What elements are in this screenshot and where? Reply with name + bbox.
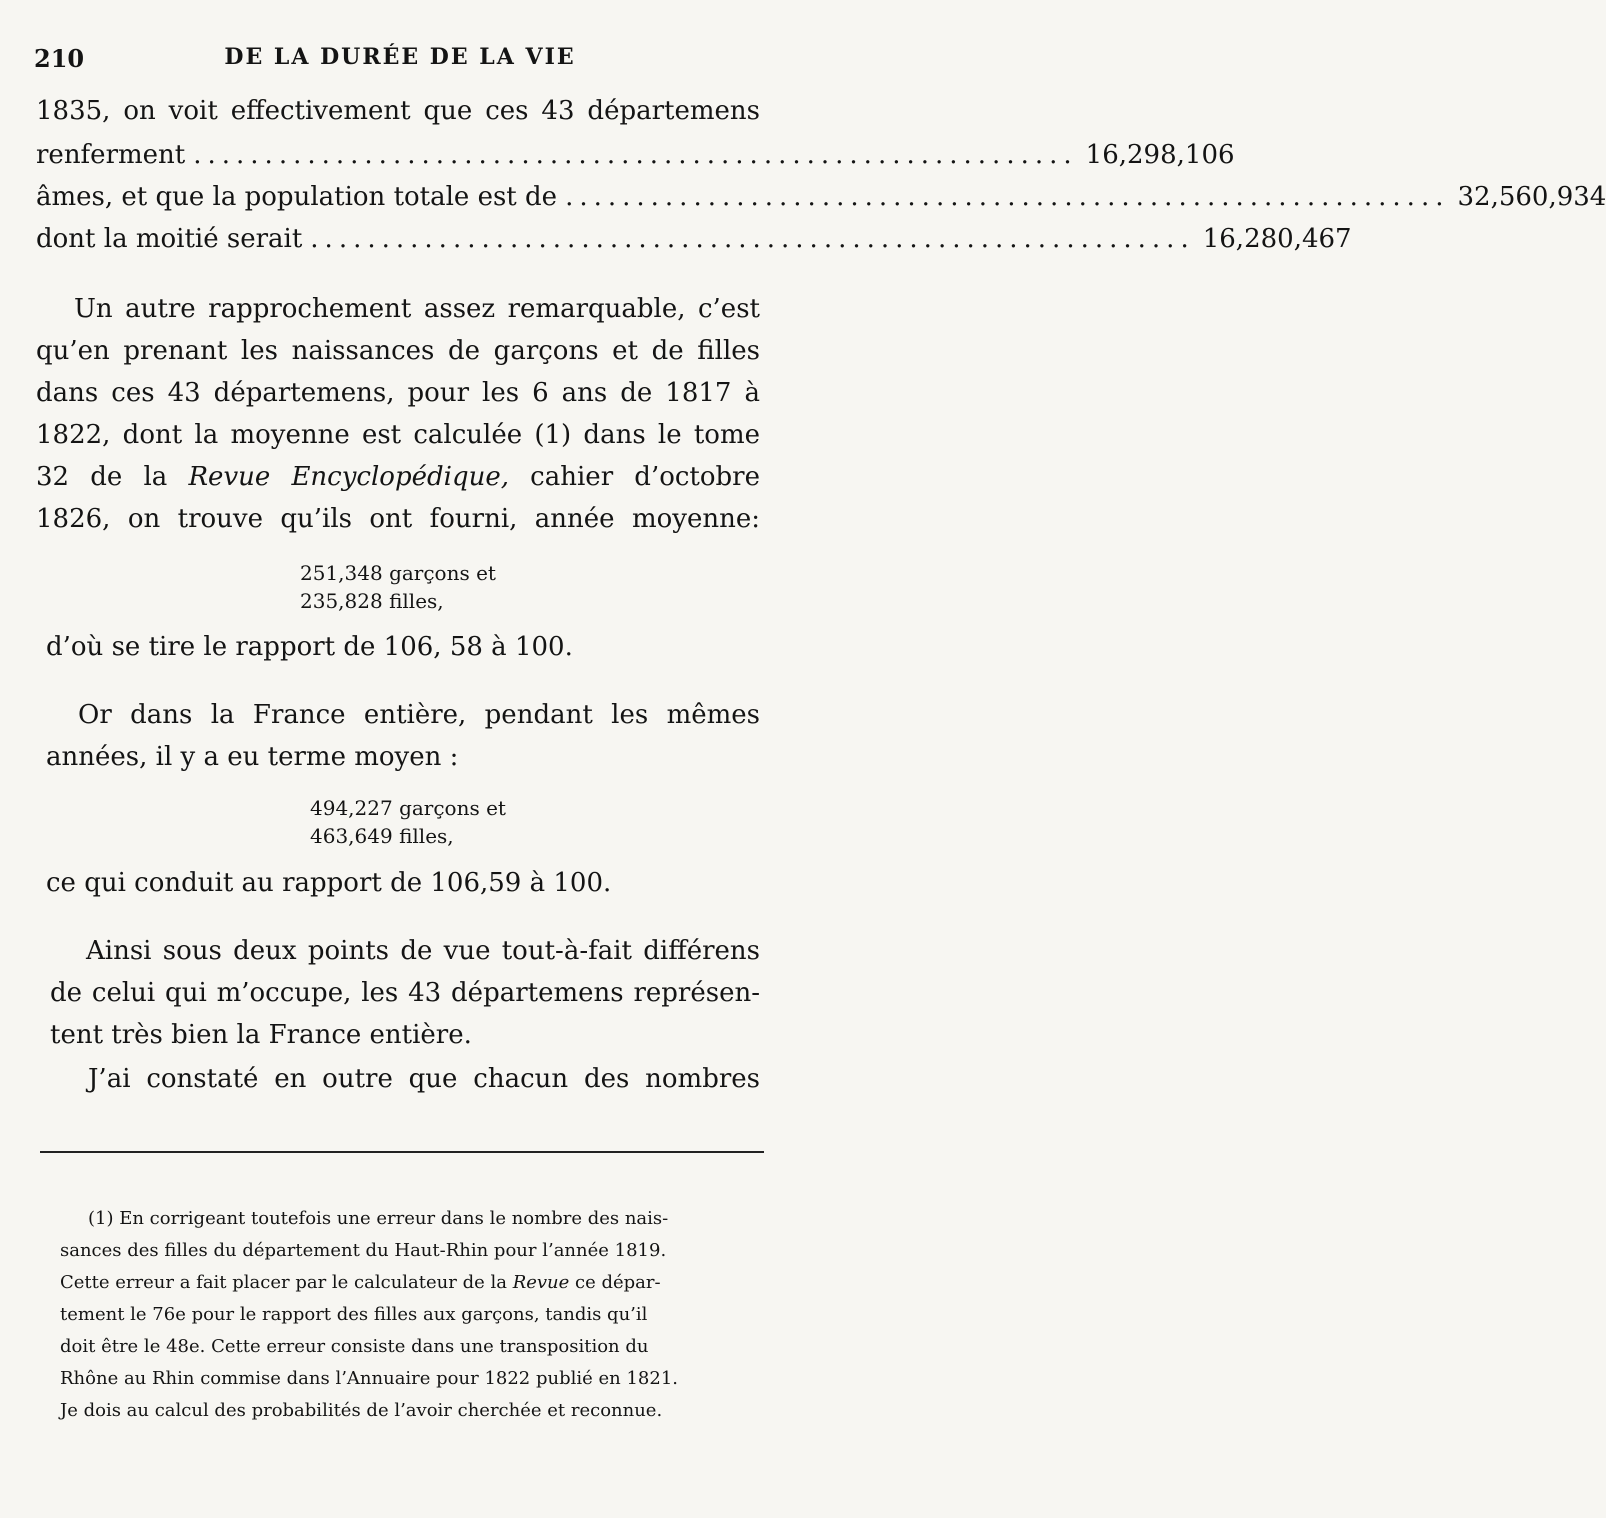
text-line: Ainsi sous deux points de vue tout-à-fait différens bbox=[86, 936, 760, 966]
footnote-rule bbox=[40, 1151, 764, 1153]
footnote-line: tement le 76e pour le rapport des filles aux garçons, tandis qu’il bbox=[60, 1304, 648, 1325]
text-line: J’ai constaté en outre que chacun des nombres bbox=[88, 1064, 760, 1094]
text-segment: cahier d’octobre bbox=[509, 462, 760, 492]
row-label: renferment bbox=[36, 140, 186, 170]
text-segment: 32 de la bbox=[36, 462, 189, 492]
text-segment: ce dépar- bbox=[569, 1272, 661, 1293]
text-line: 1835, on voit effectivement que ces 43 départemens bbox=[36, 96, 760, 126]
text-line: qu’en prenant les naissances de garçons et de filles bbox=[36, 336, 760, 366]
text-line: tent très bien la France entière. bbox=[50, 1020, 472, 1050]
footnote-line: Rhône au Rhin commise dans l’Annuaire pour 1822 publié en 1821. bbox=[60, 1368, 678, 1389]
row-value: 16,280,467 bbox=[1202, 224, 1352, 254]
footnote-line: Je dois au calcul des probabilités de l’avoir cherchée et reconnue. bbox=[60, 1400, 663, 1421]
row-label: âmes, et que la population totale est de bbox=[36, 182, 558, 212]
text-line: 1822, dont la moyenne est calculée (1) dans le tome bbox=[36, 420, 760, 450]
figure-line: 494,227 garçons et bbox=[310, 796, 506, 820]
footnote-line bbox=[60, 1272, 760, 1294]
leader-row bbox=[36, 140, 1235, 170]
text-line: d’où se tire le rapport de 106, 58 à 100. bbox=[46, 632, 573, 662]
text-line: années, il y a eu terme moyen : bbox=[46, 742, 459, 772]
journal-title: Revue Encyclopédique, bbox=[188, 462, 509, 492]
text-line: dans ces 43 départemens, pour les 6 ans de 1817 à bbox=[36, 378, 760, 408]
running-title: DE LA DURÉE DE LA VIE bbox=[224, 44, 576, 70]
text-line: Or dans la France entière, pendant les mêmes bbox=[78, 700, 760, 730]
footnote-line: doit être le 48e. Cette erreur consiste dans une transposition du bbox=[60, 1336, 649, 1357]
text-line bbox=[36, 462, 760, 492]
page-number: 210 bbox=[34, 44, 85, 73]
row-value: 32,560,934 bbox=[1457, 182, 1606, 212]
leader-row bbox=[36, 224, 1352, 254]
dot-leader: .............................................................. bbox=[310, 224, 1195, 254]
text-line: de celui qui m’occupe, les 43 départemens représen- bbox=[50, 978, 760, 1008]
row-value: 16,298,106 bbox=[1085, 140, 1235, 170]
dot-leader: .............................................................. bbox=[565, 182, 1450, 212]
text-line: Un autre rapprochement assez remarquable, c’est bbox=[74, 294, 760, 324]
text-segment: Cette erreur a fait placer par le calculateur de la bbox=[60, 1272, 513, 1293]
figure-line: 235,828 filles, bbox=[300, 589, 444, 613]
text-line: ce qui conduit au rapport de 106,59 à 100. bbox=[46, 868, 612, 898]
leader-row bbox=[36, 182, 1606, 212]
dot-leader: .............................................................. bbox=[193, 140, 1078, 170]
figure-line: 251,348 garçons et bbox=[300, 561, 496, 585]
footnote-line: (1) En corrigeant toutefois une erreur dans le nombre des nais- bbox=[88, 1208, 669, 1229]
footnote-line: sances des filles du département du Haut-Rhin pour l’année 1819. bbox=[60, 1240, 667, 1261]
figure-line: 463,649 filles, bbox=[310, 824, 454, 848]
journal-title: Revue bbox=[512, 1272, 570, 1293]
page-header bbox=[34, 44, 766, 78]
row-label: dont la moitié serait bbox=[36, 224, 303, 254]
text-line: 1826, on trouve qu’ils ont fourni, année moyenne: bbox=[36, 504, 760, 534]
